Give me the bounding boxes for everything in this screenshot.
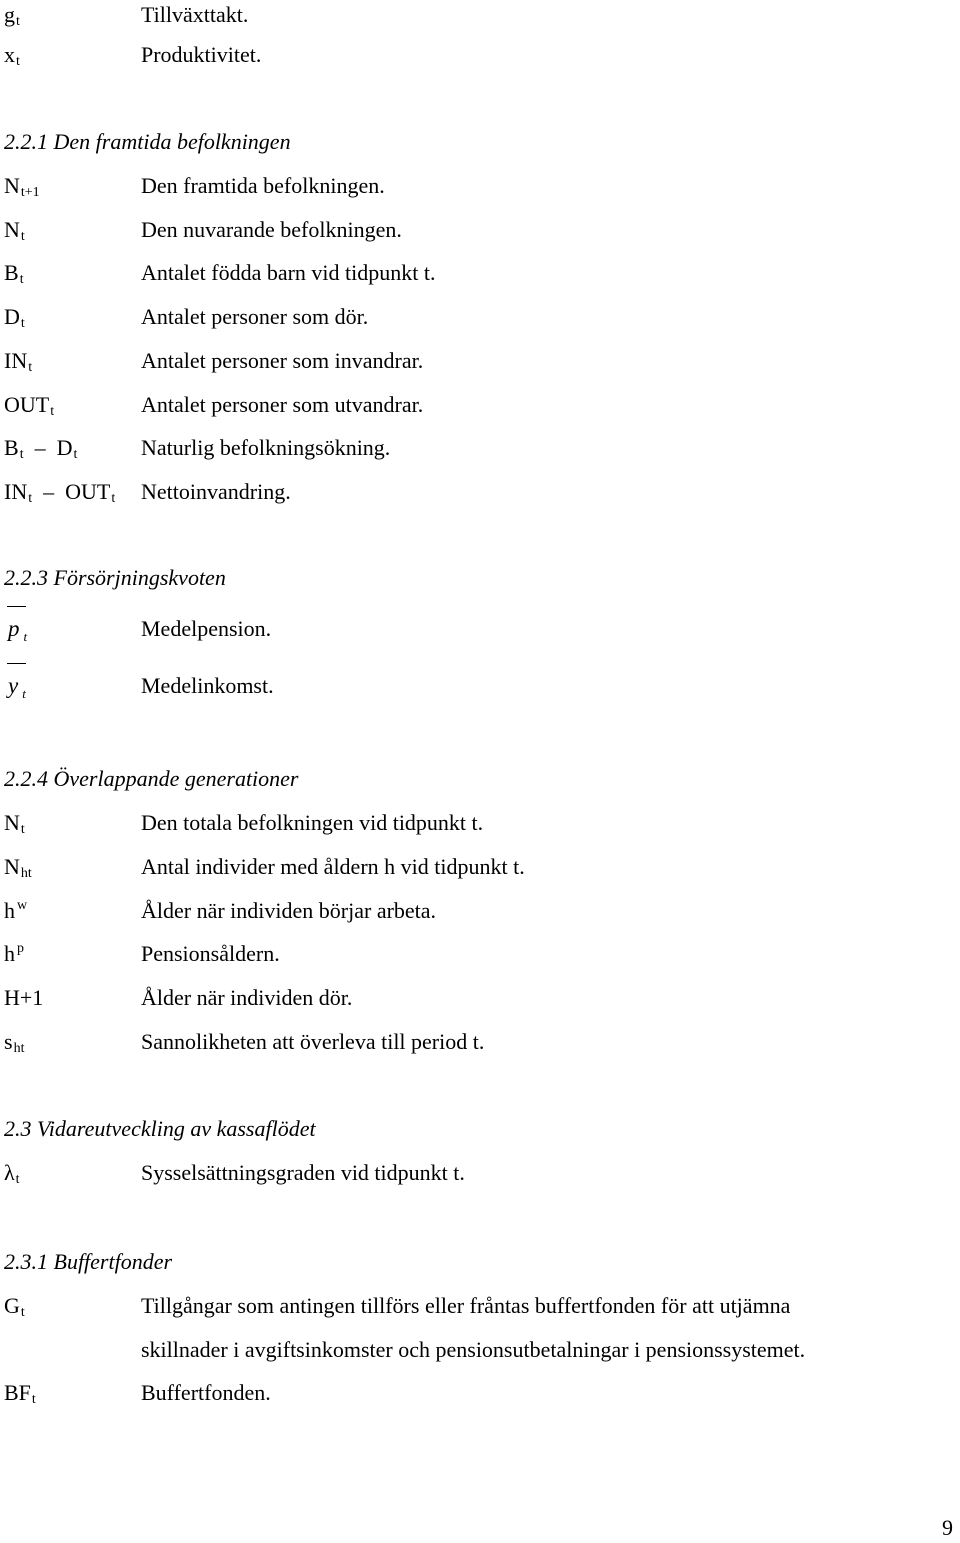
description: Antalet födda barn vid tidpunkt t. (141, 260, 436, 285)
description: Produktivitet. (141, 42, 262, 67)
definition-row (0, 346, 960, 376)
symbol-overbar: y $_t$ (8, 671, 26, 704)
description: Medelpension. (141, 616, 272, 641)
description: Den totala befolkningen vid tidpunkt t. (141, 810, 484, 835)
section-heading: 2.3.1 Buffertfonder (4, 1249, 173, 1274)
symbol: Gt (4, 1293, 25, 1320)
definition-row (0, 896, 960, 926)
section-heading: 2.2.4 Överlappande generationer (4, 766, 299, 791)
symbol: Dt (4, 304, 25, 331)
description: Sannolikheten att överleva till period t. (141, 1029, 485, 1054)
symbol: λt (4, 1160, 20, 1187)
symbol: gt (4, 2, 20, 29)
description: Buffertfonden. (141, 1380, 271, 1405)
definition-row (0, 302, 960, 332)
symbol: h $^p$ (4, 941, 24, 966)
definition-row (0, 390, 960, 420)
symbol: Nt+1 (4, 173, 40, 200)
description: Tillgångar som antingen tillförs eller fråntas buffertfonden för att utjämna (141, 1293, 791, 1318)
symbol: H+1 (4, 985, 44, 1010)
description: Den framtida befolkningen. (141, 173, 385, 198)
definition-row (0, 0, 960, 30)
definition-row (0, 671, 960, 701)
symbol: INt – OUTt (4, 479, 116, 506)
description: Tillväxttakt. (141, 2, 249, 27)
symbol-overbar: p $_t$ (8, 614, 27, 647)
symbol: BFt (4, 1380, 36, 1407)
definition-row (0, 171, 960, 201)
description: Den nuvarande befolkningen. (141, 217, 402, 242)
description: Pensionsåldern. (141, 941, 280, 966)
description: Antal individer med åldern h vid tidpunkt t. (141, 854, 525, 879)
definition-row (0, 852, 960, 882)
definition-row (0, 433, 960, 463)
symbol: xt (4, 42, 20, 69)
definition-row (0, 614, 960, 644)
description: Ålder när individen dör. (141, 985, 353, 1010)
definition-row (0, 808, 960, 838)
definition-row (0, 1291, 960, 1321)
definition-row (0, 983, 960, 1013)
symbol: INt (4, 348, 33, 375)
description: Antalet personer som invandrar. (141, 348, 424, 373)
definition-row (0, 1158, 960, 1188)
definition-row (0, 1027, 960, 1057)
description: Sysselsättningsgraden vid tidpunkt t. (141, 1160, 465, 1185)
definition-row (0, 477, 960, 507)
definition-row (0, 258, 960, 288)
symbol: Nht (4, 854, 32, 881)
description: Antalet personer som dör. (141, 304, 369, 329)
definition-row (0, 215, 960, 245)
description: Antalet personer som utvandrar. (141, 392, 424, 417)
description: Naturlig befolkningsökning. (141, 435, 391, 460)
section-heading: 2.2.1 Den framtida befolkningen (4, 129, 291, 154)
symbol: Bt – Dt (4, 435, 78, 462)
page-number: 9 (942, 1515, 953, 1540)
symbol: h $^w$ (4, 898, 28, 923)
symbol: OUTt (4, 392, 55, 419)
symbol: Nt (4, 217, 25, 244)
symbol: sht (4, 1029, 25, 1056)
definition-row (0, 939, 960, 969)
definition-row (0, 1378, 960, 1408)
symbol: Nt (4, 810, 25, 837)
symbol: Bt (4, 260, 24, 287)
section-heading: 2.3 Vidareutveckling av kassaflödet (4, 1116, 316, 1141)
description: Medelinkomst. (141, 673, 274, 698)
section-heading: 2.2.3 Försörjningskvoten (4, 565, 226, 590)
definition-row (0, 40, 960, 70)
definition-row-continuation (0, 1335, 960, 1365)
description: Nettoinvandring. (141, 479, 291, 504)
description: skillnader i avgiftsinkomster och pensionsutbetalningar i pensionssystemet. (141, 1337, 806, 1362)
description: Ålder när individen börjar arbeta. (141, 898, 437, 923)
